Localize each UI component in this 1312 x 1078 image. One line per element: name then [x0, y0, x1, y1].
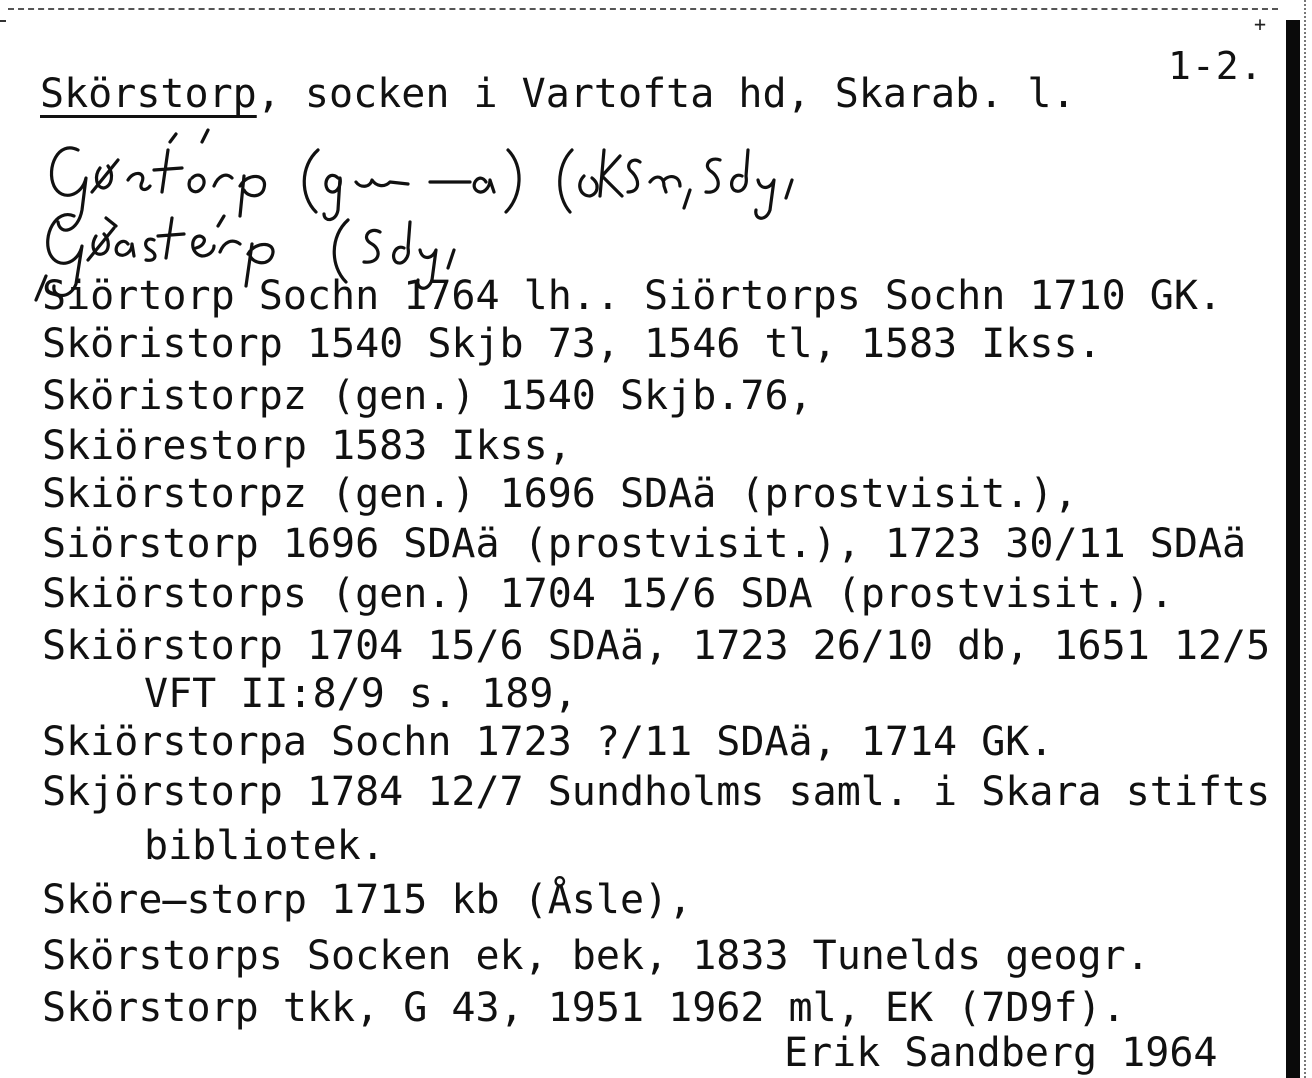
- entry-line: Skiörstorps (gen.) 1704 15/6 SDA (prostvisit.).: [42, 571, 1174, 617]
- entry-line: Siörtorp Sochn 1764 lh.. Siörtorps Sochn 1710 GK.: [42, 273, 1223, 319]
- entry-continuation: VFT II:8/9 s. 189,: [144, 671, 578, 717]
- entry-line: Skiörstorpa Sochn 1723 ?/11 SDAä, 1714 GK.: [42, 719, 1054, 765]
- signature: Erik Sandberg 1964: [784, 1030, 1218, 1076]
- corner-mark: +: [1254, 12, 1267, 36]
- entry-continuation: bibliotek.: [144, 823, 385, 869]
- entry-line: Skiörstorp 1704 15/6 SDAä, 1723 26/10 db, 1651 12/5: [42, 623, 1271, 669]
- heading-description: , socken i Vartofta hd, Skarab. l.: [256, 71, 1076, 117]
- entry-line: Skiörestorp 1583 Ikss,: [42, 423, 572, 469]
- entry-line: Sköristorp 1540 Skjb 73, 1546 tl, 1583 Ikss.: [42, 321, 1102, 367]
- entry-line: Skiörstorpz (gen.) 1696 SDAä (prostvisit.),: [42, 471, 1078, 517]
- entry-line: Skjörstorp 1784 12/7 Sundholms saml. i Skara stifts: [42, 769, 1271, 815]
- entry-line: Sköristorpz (gen.) 1540 Skjb.76,: [42, 373, 813, 419]
- entry-line: Skörstorp tkk, G 43, 1951 1962 ml, EK (7D9f).: [42, 985, 1126, 1031]
- heading-placename: Skörstorp: [40, 71, 257, 117]
- card-number: 1-2.: [1168, 44, 1264, 88]
- entry-line: Skörstorps Socken ek, bek, 1833 Tunelds geogr.: [42, 933, 1150, 979]
- entry-line: Sköre̶storp 1715 kb (Åsle),: [42, 877, 693, 923]
- entry-line: Siörstorp 1696 SDAä (prostvisit.), 1723 30/11 SDAä: [42, 521, 1247, 567]
